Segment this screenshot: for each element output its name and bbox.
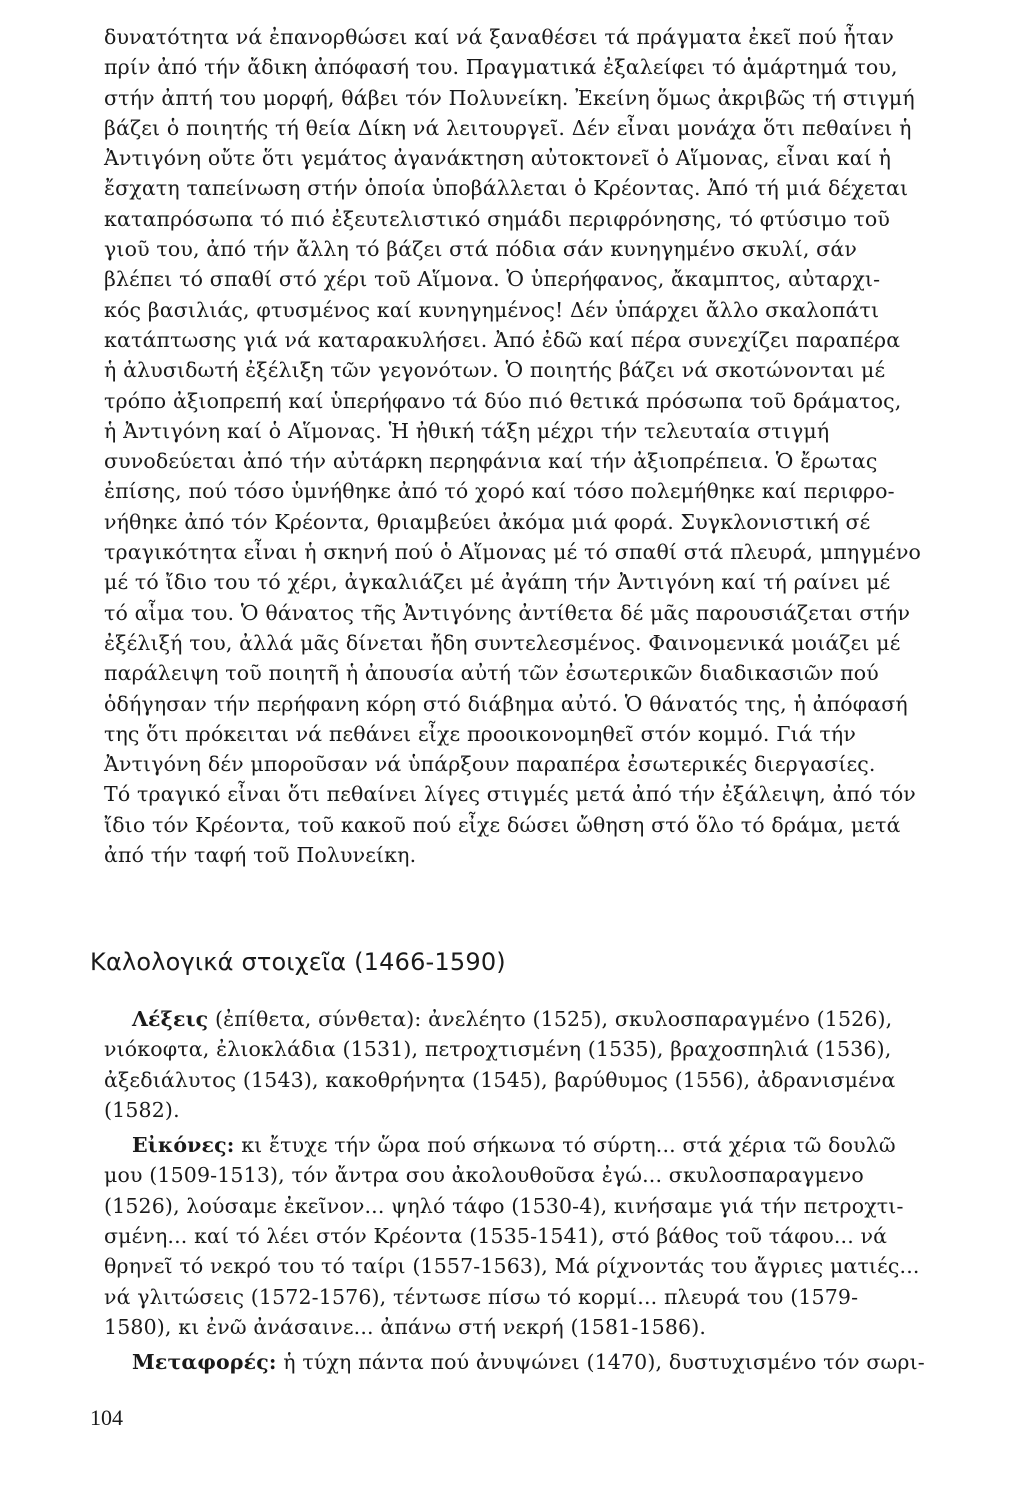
entry-text: 1580), κι ἐνῶ ἀνάσαινε... ἀπάνω στή νεκρή (1581-1586). bbox=[104, 1314, 707, 1339]
entry-line bbox=[104, 1004, 938, 1034]
text-line: Ἀντιγόνη δέν μποροῦσαν νά ὑπάρξουν παραπέρα ἐσωτερικές διεργασίες. bbox=[104, 752, 876, 777]
text-line: κός βασιλιάς, φτυσμένος καί κυνηγημένος! Δέν ὑπάρχει ἄλλο σκαλοπάτι bbox=[104, 297, 880, 322]
entry-text: κι ἔτυχε τήν ὥρα πού σήκωνα τό σύρτη... στά χέρια τῶ δουλῶ bbox=[234, 1133, 896, 1158]
text-line: τρόπο ἀξιοπρεπή καί ὑπερήφανο τά δύο πιό θετικά πρόσωπα τοῦ δράματος, bbox=[104, 388, 902, 413]
entry-text: (1526), λούσαμε ἐκεῖνον... ψηλό τάφο (1530-4), κινήσαμε γιά τήν πετροχτι- bbox=[104, 1193, 904, 1218]
text-line: ἐπίσης, πού τόσο ὑμνήθηκε ἀπό τό χορό καί τόσο πολεμήθηκε καί περιφρο- bbox=[104, 479, 895, 504]
entry-label: Εἰκόνες: bbox=[132, 1133, 235, 1158]
main-paragraph bbox=[104, 22, 938, 870]
text-line: καταπρόσωπα τό πιό ἐξευτελιστικό σημάδι περιφρόνησης, τό φτύσιμο τοῦ bbox=[104, 206, 890, 231]
entry-line bbox=[104, 1065, 938, 1095]
text-line: της ὅτι πρόκειται νά πεθάνει εἶχε προοικονομηθεῖ στόν κομμό. Γιά τήν bbox=[104, 721, 856, 746]
text-line: ἔσχατη ταπείνωση στήν ὁποία ὑποβάλλεται ὁ Κρέοντας. Ἀπό τή μιά δέχεται bbox=[104, 176, 909, 201]
text-line: ἐξέλιξή του, ἀλλά μᾶς δίνεται ἤδη συντελεσμένος. Φαινομενικά μοιάζει μέ bbox=[104, 630, 901, 655]
text-line: ἡ Ἀντιγόνη καί ὁ Αἵμονας. Ἡ ἠθική τάξη μέχρι τήν τελευταία στιγμή bbox=[104, 418, 830, 443]
entry-label: Μεταφορές: bbox=[132, 1350, 277, 1375]
text-line: μέ τό ἴδιο του τό χέρι, ἀγκαλιάζει μέ ἀγάπη τήν Ἀντιγόνη καί τή ραίνει μέ bbox=[104, 570, 891, 595]
text-line: πρίν ἀπό τήν ἄδικη ἀπόφασή του. Πραγματικά ἐξαλείφει τό ἁμάρτημά του, bbox=[104, 55, 898, 80]
text-line: τό αἷμα του. Ὁ θάνατος τῆς Ἀντιγόνης ἀντίθετα δέ μᾶς παρουσιάζεται στήν bbox=[104, 600, 911, 625]
entry-line bbox=[104, 1221, 938, 1251]
text-line: Ἀντιγόνη οὔτε ὅτι γεμάτος ἀγανάκτηση αὐτοκτονεῖ ὁ Αἵμονας, εἶναι καί ἡ bbox=[104, 146, 892, 171]
entry-line bbox=[104, 1347, 938, 1377]
entry-line bbox=[104, 1034, 938, 1064]
text-line: κατάπτωσης γιά νά καταρακυλήσει. Ἀπό ἐδῶ καί πέρα συνεχίζει παραπέρα bbox=[104, 327, 901, 352]
text-line: ἀπό τήν ταφή τοῦ Πολυνείκη. bbox=[104, 843, 417, 868]
entry-text: νιόκοφτα, ἐλιοκλάδια (1531), πετροχτισμένη (1535), βραχοσπηλιά (1536), bbox=[104, 1037, 892, 1062]
entry-line bbox=[104, 1095, 938, 1125]
entry-text: (1582). bbox=[104, 1097, 180, 1122]
page-number: 104 bbox=[90, 1405, 123, 1430]
entry-text: ἀξεδιάλυτος (1543), κακοθρήνητα (1545), βαρύθυμος (1556), ἀδρανισμένα bbox=[104, 1067, 896, 1092]
entry-line bbox=[104, 1130, 938, 1160]
text-line: βλέπει τό σπαθί στό χέρι τοῦ Αἵμονα. Ὁ ὑπερήφανος, ἄκαμπτος, αὐταρχι- bbox=[104, 267, 881, 292]
section-heading: Καλολογικά στοιχεῖα (1466-1590) bbox=[90, 948, 506, 976]
text-line: ἴδιο τόν Κρέοντα, τοῦ κακοῦ πού εἶχε δώσει ὤθηση στό ὅλο τό δράμα, μετά bbox=[104, 812, 901, 837]
text-line: νήθηκε ἀπό τόν Κρέοντα, θριαμβεύει ἀκόμα μιά φορά. Συγκλονιστική σέ bbox=[104, 509, 871, 534]
entry-text: σμένη... καί τό λέει στόν Κρέοντα (1535-1541), στό βάθος τοῦ τάφου... νά bbox=[104, 1224, 888, 1249]
entry-line bbox=[104, 1160, 938, 1190]
text-line: τραγικότητα εἶναι ἡ σκηνή πού ὁ Αἵμονας μέ τό σπαθί στά πλευρά, μπηγμένο bbox=[104, 540, 922, 565]
text-line: δυνατότητα νά ἐπανορθώσει καί νά ξαναθέσει τά πράγματα ἐκεῖ πού ἦταν bbox=[104, 25, 895, 49]
entry-text: μου (1509-1513), τόν ἄντρα σου ἀκολουθοῦσα ἐγώ... σκυλοσπαραγμενο bbox=[104, 1163, 864, 1188]
entry-text: (ἐπίθετα, σύνθετα): ἀνελέητο (1525), σκυλοσπαραγμένο (1526), bbox=[208, 1007, 893, 1031]
text-line: παράλειψη τοῦ ποιητῆ ἡ ἀπουσία αὐτή τῶν ἐσωτερικῶν διαδικασιῶν πού bbox=[104, 661, 879, 686]
entry-line bbox=[104, 1191, 938, 1221]
entry-text: ἡ τύχη πάντα πού ἀνυψώνει (1470), δυστυχισμένο τόν σωρι- bbox=[276, 1350, 925, 1375]
text-line: βάζει ὁ ποιητής τή θεία Δίκη νά λειτουργεῖ. Δέν εἶναι μονάχα ὅτι πεθαίνει ἡ bbox=[104, 115, 912, 140]
list-item bbox=[104, 1130, 938, 1342]
list-item bbox=[104, 1004, 938, 1125]
list-item bbox=[104, 1347, 938, 1377]
text-line: Τό τραγικό εἶναι ὅτι πεθαίνει λίγες στιγμές μετά ἀπό τήν ἐξάλειψη, ἀπό τόν bbox=[104, 782, 916, 807]
entry-label: Λέξεις bbox=[132, 1007, 209, 1031]
entry-line bbox=[104, 1312, 938, 1342]
entry-text: θρηνεῖ τό νεκρό του τό ταίρι (1557-1563), Μά ρίχνοντάς του ἄγριες ματιές... bbox=[104, 1254, 920, 1279]
entry-text: νά γλιτώσεις (1572-1576), τέντωσε πίσω τό κορμί... πλευρά του (1579- bbox=[104, 1284, 859, 1309]
text-line: συνοδεύεται ἀπό τήν αὐτάρκη περηφάνια καί τήν ἀξιοπρέπεια. Ὁ ἔρωτας bbox=[104, 449, 878, 474]
text-line: γιοῦ του, ἀπό τήν ἄλλη τό βάζει στά πόδια σάν κυνηγημένο σκυλί, σάν bbox=[104, 237, 857, 262]
stylistic-elements-list bbox=[104, 1004, 938, 1378]
entry-line bbox=[104, 1251, 938, 1281]
text-line: ἡ ἀλυσιδωτή ἐξέλιξη τῶν γεγονότων. Ὁ ποιητής βάζει νά σκοτώνονται μέ bbox=[104, 358, 886, 383]
text-line: στήν ἀπτή του μορφή, θάβει τόν Πολυνείκη. Ἐκείνη ὅμως ἀκριβῶς τή στιγμή bbox=[104, 85, 915, 110]
text-line: ὁδήγησαν τήν περήφανη κόρη στό διάβημα αὐτό. Ὁ θάνατός της, ἡ ἀπόφασή bbox=[104, 691, 908, 716]
entry-line bbox=[104, 1282, 938, 1312]
